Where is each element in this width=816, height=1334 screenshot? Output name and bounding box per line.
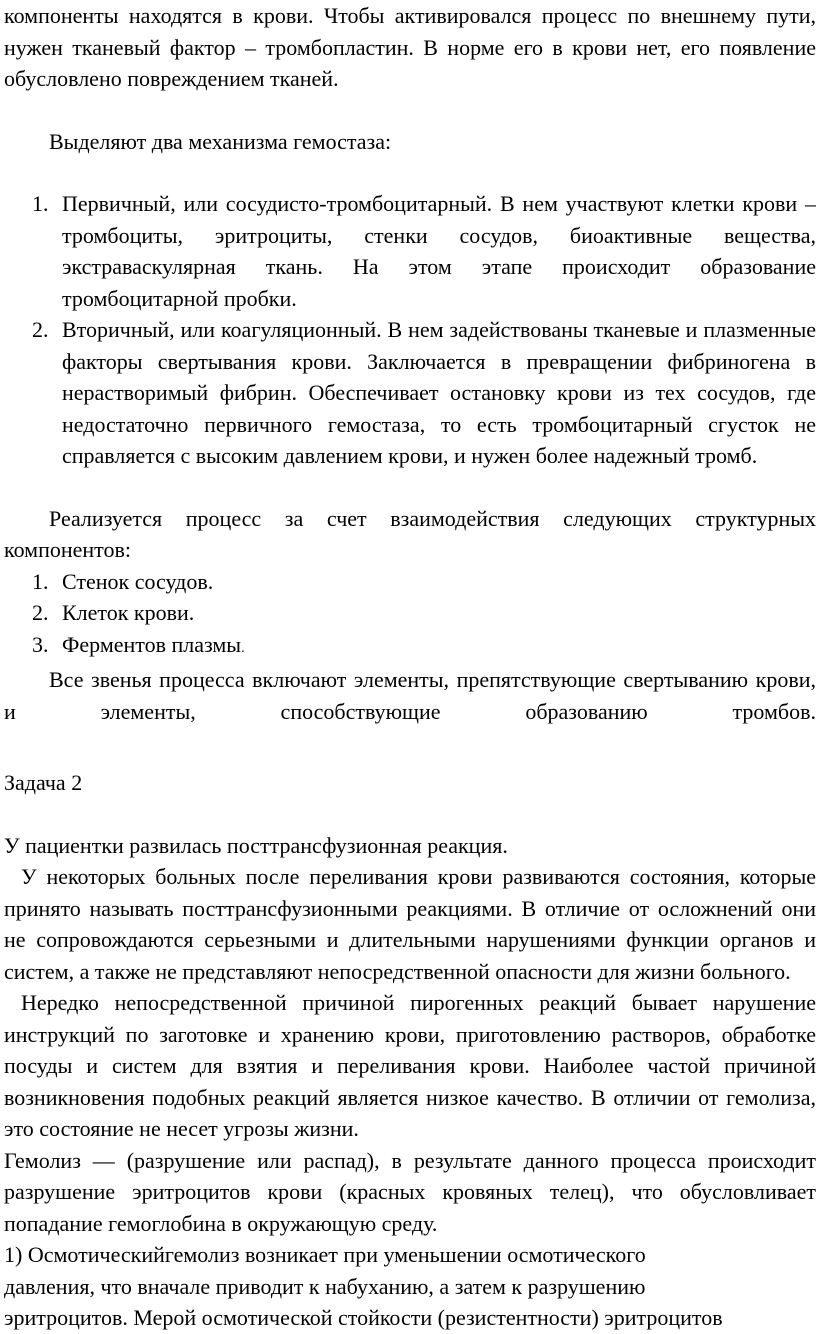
mechanisms-list: [4, 188, 816, 472]
list-text: Стенок сосудов.: [62, 568, 214, 594]
components-list: [4, 566, 816, 665]
paragraph-posttransfusion: У некоторых больных после переливания крови развиваются состояния, которые принято называть посттрансфузионными реакциями. В отличие от осложнений они не сопровождаются серьезными и длительными нарушениями функции органов и систем, а также не представляют непосредственной опасности для жизни больного.: [4, 864, 816, 984]
list-item: [4, 314, 816, 472]
list-number: 1.: [32, 568, 49, 594]
spacer: [4, 799, 816, 830]
paragraph-mechanisms-intro: Выделяют два механизма гемостаза:: [49, 128, 392, 154]
paragraph-all-links: Все звенья процесса включают элементы, препятствующие свертыванию крови, и элементы, способствующие образованию тромбов.: [4, 667, 816, 724]
list-item: [4, 188, 816, 314]
text-line: эритроцитов. Мерой осмотической стойкости (резистентности) эритроцитов: [4, 1305, 723, 1330]
spacer: [4, 157, 816, 188]
list-text: Первичный, или сосудисто-тромбоцитарный. В нем участвуют клетки крови – тромбоциты, эритроциты, стенки сосудов, биоактивные вещества, экстраваскулярная ткань. На этом этапе происходит образование тромбоцитарной пробки.: [62, 191, 816, 311]
paragraph-pyrogenic-causes: Нередко непосредственной причиной пирогенных реакций бывает нарушение инструкций по заготовке и хранению крови, приготовлению растворов, обработке посуды и систем для взятия и переливания крови. Наиболее частой причиной возникновения подобных реакций является низкое качество. В отличии от гемолиза, это состояние не несет угрозы жизни.: [4, 990, 816, 1141]
paragraph-patient-reaction: У пациентки развилась посттрансфузионная реакция.: [4, 832, 508, 858]
paragraph-components-intro: Реализуется процесс за счет взаимодействия следующих структурных компонентов:: [4, 505, 816, 562]
task-heading: Задача 2: [4, 770, 83, 795]
list-text: Ферментов плазмы: [62, 631, 242, 657]
paragraph-osmotic-hemolysis: [4, 1239, 816, 1334]
spacer: [4, 727, 816, 767]
list-number: 2.: [32, 317, 49, 342]
list-item: [4, 629, 816, 665]
text-line: давления, что вначале приводит к набуханию, а затем к разрушению: [4, 1273, 646, 1299]
list-item: [4, 566, 816, 598]
paragraph-extrinsic-pathway: компоненты находятся в крови. Чтобы активировался процесс по внешнему пути, нужен тканевый фактор – тромбопластин. В норме его в крови нет, его появление обусловлено повреждением тканей.: [4, 3, 816, 91]
list-number: 3.: [32, 631, 49, 657]
spacer: [4, 95, 816, 126]
list-number: 1.: [32, 191, 49, 216]
list-number: 2.: [32, 600, 49, 625]
spacer: [4, 472, 816, 503]
list-item: [4, 597, 816, 629]
list-suffix: .: [241, 640, 245, 656]
list-text: Вторичный, или коагуляционный. В нем задействованы тканевые и плазменные факторы свертывания крови. Заключается в превращении фибриногена в нерастворимый фибрин. Обеспечивает остановку крови из тех сосудов, где недостаточно первичного гемостаза, то есть тромбоцитарный сгусток не справляется с высоким давлением крови, и нужен более надежный тромб.: [62, 317, 816, 468]
text-line: 1) Осмотическийгемолиз возникает при уменьшении осмотического: [4, 1242, 646, 1267]
list-text: Клеток крови.: [62, 600, 195, 625]
paragraph-hemolysis-definition: Гемолиз — (разрушение или распад), в результате данного процесса происходит разрушение эритроцитов крови (красных кровяных телец), что обусловливает попадание гемоглобина в окружающую среду.: [4, 1147, 816, 1236]
